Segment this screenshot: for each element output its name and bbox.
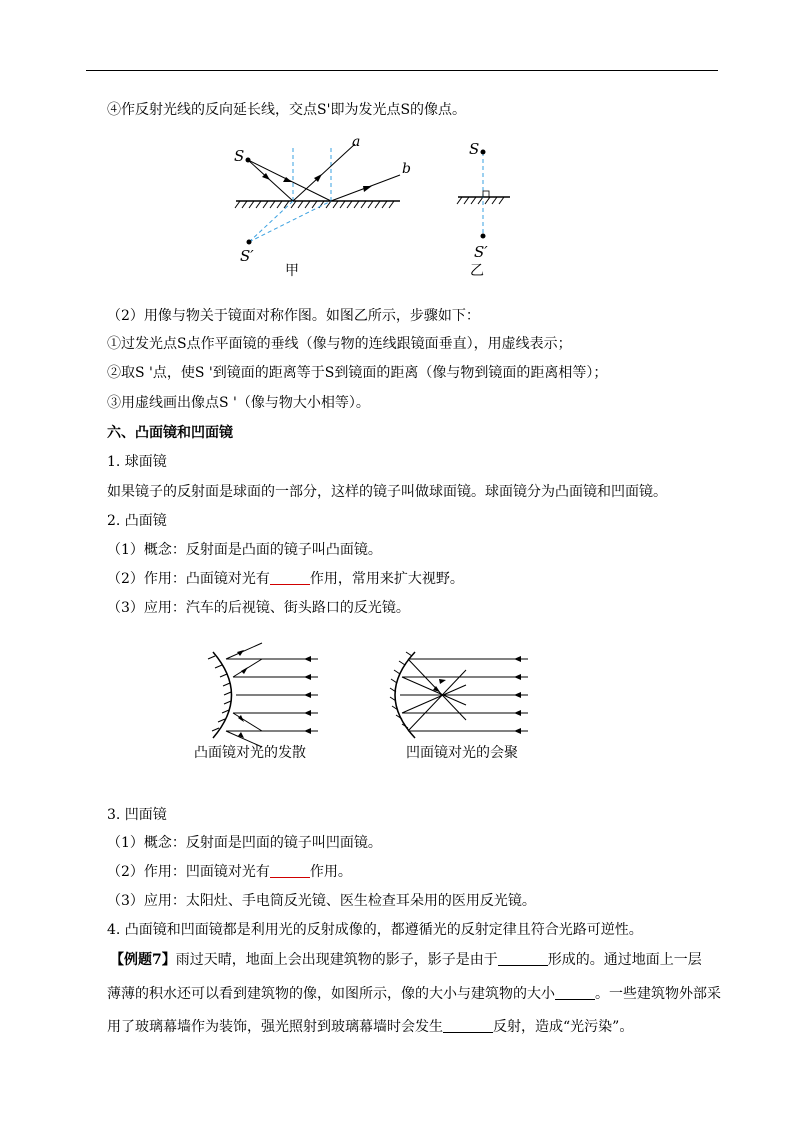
label-s-prime: S′: [240, 247, 254, 265]
example7-tag: 【例题7】: [110, 952, 176, 968]
header-rule: [86, 70, 718, 71]
concave-application: （3）应用：太阳灶、手电筒反光镜、医生检查耳朵用的医用反光镜。: [107, 893, 536, 909]
convex-mirror-heading: 2. 凸面镜: [107, 513, 167, 529]
concave-concept: （1）概念：反射面是凹面的镜子叫凹面镜。: [107, 835, 382, 851]
concave-effect: （2）作用：凹面镜对光有 作用。: [107, 864, 352, 880]
example7-line3: 用了玻璃幕墙作为装饰，强光照射到玻璃幕墙时会发生 反射，造成“光污染”。: [107, 1019, 634, 1035]
concave-effect-blank[interactable]: [270, 863, 310, 878]
label-s-yi: S: [469, 140, 480, 158]
label-b: b: [402, 161, 411, 177]
concave-mirror-heading: 3. 凹面镜: [107, 807, 167, 823]
label-s-prime-yi: S′: [474, 243, 488, 261]
caption-convex: 凸面镜对光的发散: [194, 745, 306, 761]
spherical-mirror-heading: 1. 球面镜: [107, 454, 167, 470]
convex-effect: （2）作用：凸面镜对光有 作用，常用来扩大视野。: [107, 571, 464, 587]
example7-blank2[interactable]: [555, 985, 595, 1000]
spherical-mirror-text: 如果镜子的反射面是球面的一部分，这样的镜子叫做球面镜。球面镜分为凸面镜和凹面镜。: [107, 484, 667, 500]
step-4-text: ④作反射光线的反向延长线，交点S'即为发光点S的像点。: [107, 102, 467, 118]
mirror-summary: 4. 凸面镜和凹面镜都是利用光的反射成像的，都遵循光的反射定律且符合光路可逆性。: [107, 922, 643, 938]
method2-step1: ①过发光点S点作平面镜的垂线（像与物的连线跟镜面垂直），用虚线表示；: [107, 336, 572, 352]
method2-title: （2）用像与物关于镜面对称作图。如图乙所示，步骤如下：: [107, 308, 480, 324]
method2-step2: ②取S '点，使S '到镜面的距离等于S到镜面的距离（像与物到镜面的距离相等）；: [107, 365, 608, 381]
convex-application: （3）应用：汽车的后视镜、街头路口的反光镜。: [107, 600, 410, 616]
caption-jia: 甲: [285, 263, 299, 279]
convex-mirror-diagram: [208, 643, 318, 747]
caption-yi: 乙: [470, 263, 484, 279]
example7-line2: 薄薄的积水还可以看到建筑物的像，如图所示，像的大小与建筑物的大小 。一些建筑物外部采: [107, 986, 721, 1002]
caption-concave: 凹面镜对光的会聚: [406, 745, 518, 761]
example7-blank1[interactable]: [498, 951, 548, 966]
label-a: a: [352, 134, 361, 150]
convex-effect-blank[interactable]: [270, 570, 310, 585]
section6-heading: 六、凸面镜和凹面镜: [107, 425, 233, 441]
plane-mirror-figure: [0, 130, 800, 310]
figure-jia: [234, 134, 411, 265]
concave-mirror-diagram: [390, 652, 528, 738]
method2-step3: ③用虚线画出像点S '（像与物大小相等）。: [107, 395, 370, 411]
convex-concept: （1）概念：反射面是凸面的镜子叫凸面镜。: [107, 542, 382, 558]
example7-blank3[interactable]: [443, 1018, 493, 1033]
label-s: S: [234, 147, 245, 165]
convex-concave-figure: [0, 640, 800, 760]
example7-line1: 【例题7】雨过天晴，地面上会出现建筑物的影子，影子是由于 形成的。通过地面上一层: [110, 952, 702, 968]
figure-yi: [457, 140, 510, 261]
